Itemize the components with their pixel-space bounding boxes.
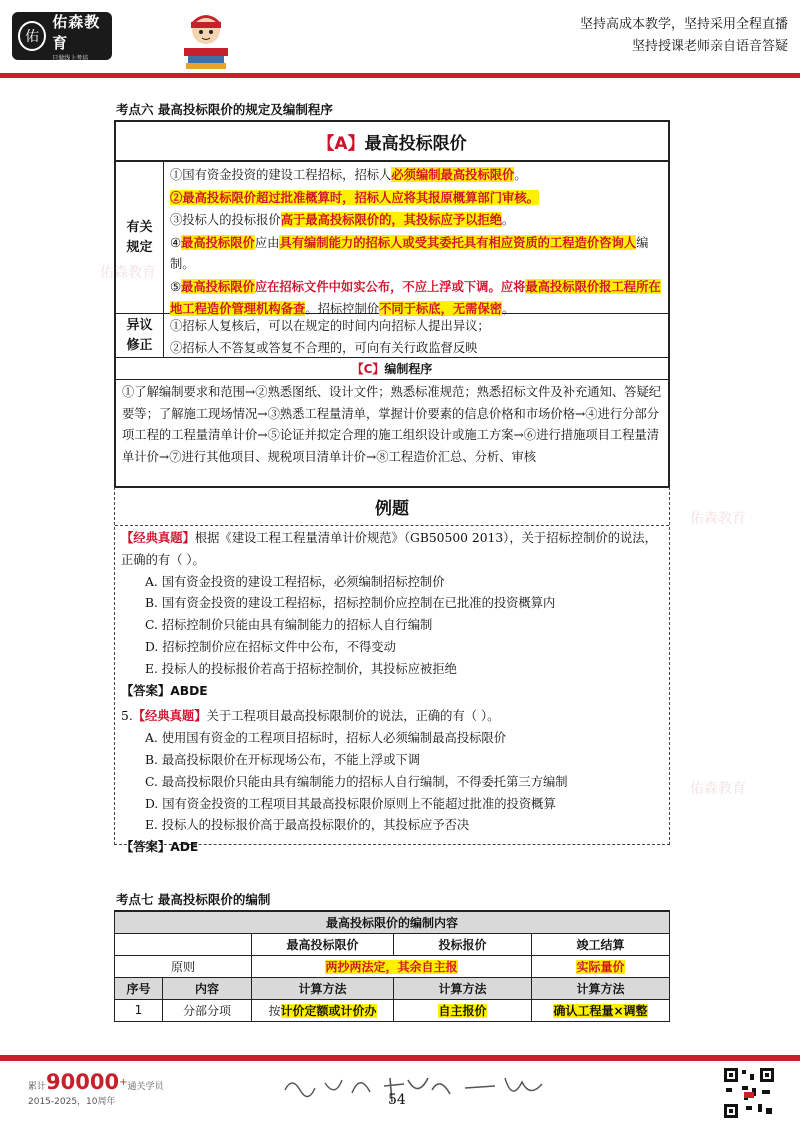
footer-stats: 累计90000+通关学员 2015-2025，10周年 bbox=[28, 1070, 164, 1107]
question-2-number: 5. bbox=[121, 709, 133, 724]
section-6-title: 考点六 最高投标限价的规定及编制程序 bbox=[116, 102, 333, 117]
question-1 bbox=[115, 525, 669, 704]
question-2-text: 关于工程项目最高投标限制价的说法，正确的有（ ）。 bbox=[206, 709, 500, 724]
logo-title: 佑森教育 bbox=[52, 12, 101, 52]
rules-label: 有关 规定 bbox=[116, 162, 164, 313]
examples-box bbox=[114, 487, 670, 855]
rule-1: ①国有资金投资的建设工程招标，招标人必须编制最高投标限价。 bbox=[170, 167, 527, 182]
row-content: 分部分项 bbox=[163, 999, 252, 1021]
table-title: 最高投标限价的编制内容 bbox=[115, 911, 670, 933]
block-c-heading: 编制程序 bbox=[384, 362, 433, 376]
q2-answer-tag: 【答案】 bbox=[121, 840, 171, 855]
slogan-line-2: 坚持授课老师亲自语音答疑 bbox=[631, 39, 788, 54]
q2-option: A. 使用国有资金的工程项目招标时，招标人必须编制最高投标限价 bbox=[145, 731, 507, 746]
rules-row bbox=[116, 162, 668, 314]
objection-content bbox=[164, 314, 668, 357]
brand-logo bbox=[12, 12, 112, 60]
col-header-3: 竣工结算 bbox=[532, 933, 670, 955]
question-2 bbox=[115, 704, 669, 861]
row-method-1: 按计价定额或计价办 bbox=[252, 999, 394, 1021]
watermark: 佑森教育 bbox=[690, 511, 746, 527]
principle-cell-3: 实际量价 bbox=[532, 955, 670, 977]
q1-option: B. 国有资金投资的建设工程招标，招标控制价应控制在已批准的投资概算内 bbox=[145, 596, 556, 611]
q2-option: D. 国有资金投资的工程项目其最高投标限价原则上不能超过批准的投资概算 bbox=[145, 796, 556, 811]
objection-2: ②招标人不答复或答复不合理的，可向有关行政监督反映 bbox=[170, 340, 478, 355]
q1-option: A. 国有资金投资的建设工程招标，必须编制招标控制价 bbox=[145, 574, 445, 589]
mascot-icon bbox=[178, 8, 234, 70]
slogans bbox=[580, 14, 788, 58]
row-seq: 1 bbox=[115, 999, 163, 1021]
header-divider bbox=[0, 73, 800, 78]
objection-1: ①招标人复核后，可以在规定的时间内向招标人提出异议； bbox=[170, 319, 490, 333]
question-2-tag: 【经典真题】 bbox=[132, 709, 207, 724]
page-number: 54 bbox=[388, 1092, 406, 1108]
section-7-title: 考点七 最高投标限价的编制 bbox=[116, 892, 271, 907]
principle-label: 原则 bbox=[115, 955, 252, 977]
header-method-3: 计算方法 bbox=[532, 977, 670, 999]
procedure-text: ①了解编制要求和范围→②熟悉图纸、设计文件；熟悉标准规范；熟悉招标文件及补充通知、答疑纪要等；了解施工现场情况→③熟悉工程量清单，掌握计价要素的信息价格和市场价格→④进行分部分项工程的工程量清单计价→⑤论证并拟定合理的施工组织设计或施工方案→⑥进行措施项目工程量清单计价→⑦进行其他项目、规税项目清单计价→⑧工程造价汇总、分析、审核 bbox=[122, 385, 662, 464]
rules-content bbox=[164, 162, 668, 316]
q2-option: B. 最高投标限价在开标现场公布，不能上浮或下调 bbox=[145, 752, 421, 767]
rule-3: ③投标人的投标报价高于最高投标限价的，其投标应予以拒绝。 bbox=[170, 212, 515, 227]
objection-row bbox=[116, 314, 668, 358]
footer-divider bbox=[0, 1055, 800, 1061]
rule-2: ②最高投标限价超过批准概算时，招标人应将其报原概算部门审核。 bbox=[170, 189, 539, 205]
block-a-prefix: 【A】 bbox=[317, 133, 365, 154]
rule-5: ⑤最高投标限价应在招标文件中如实公布，不应上浮或下调。应将最高投标限价报工程所在地工程造价管理机构备查。招标控制价不同于标底，无需保密。 bbox=[170, 278, 661, 316]
col-header-1: 最高投标限价 bbox=[252, 933, 394, 955]
q1-option: E. 投标人的投标报价若高于招标控制价，其投标应被拒绝 bbox=[145, 661, 457, 676]
table-corner bbox=[115, 933, 252, 955]
block-c-prefix: 【C】 bbox=[351, 362, 385, 376]
student-count: 90000 bbox=[46, 1070, 120, 1094]
header-method-1: 计算方法 bbox=[252, 977, 394, 999]
examples-title: 例题 bbox=[375, 498, 409, 519]
question-1-text: 根据《建设工程工程量清单计价规范》（GB50500 2013），关于招标控制价的说法，正确的有（ ）。 bbox=[121, 531, 657, 567]
section-6-table bbox=[114, 120, 670, 488]
watermark: 佑森教育 bbox=[100, 265, 156, 281]
logo-subtitle: 只做线上考培 bbox=[52, 54, 89, 62]
objection-label: 异议 修正 bbox=[116, 314, 164, 357]
footer-years: 2015-2025，10周年 bbox=[28, 1097, 116, 1107]
q2-option: E. 投标人的投标报价高于最高投标限价的，其投标应予否决 bbox=[145, 818, 470, 833]
q1-option: D. 招标控制价应在招标文件中公布，不得变动 bbox=[145, 639, 396, 654]
q2-option: C. 最高投标限价只能由具有编制能力的招标人自行编制，不得委托第三方编制 bbox=[145, 774, 568, 789]
signature-icon bbox=[280, 1068, 550, 1108]
section-7-table bbox=[114, 910, 670, 1022]
question-1-tag: 【经典真题】 bbox=[121, 531, 195, 545]
rule-4: ④最高投标限价应由具有编制能力的招标人或受其委托具有相应资质的工程造价咨询人编制。 bbox=[170, 234, 649, 271]
row-method-3: 确认工程量×调整 bbox=[532, 999, 670, 1021]
watermark: 佑森教育 bbox=[690, 781, 746, 797]
logo-mark-icon: 佑 bbox=[18, 21, 46, 51]
header-content: 内容 bbox=[163, 977, 252, 999]
header-method-2: 计算方法 bbox=[394, 977, 532, 999]
page-header bbox=[0, 0, 800, 90]
block-a-title bbox=[116, 122, 668, 162]
block-a-heading: 最高投标限价 bbox=[364, 133, 467, 154]
q1-answer-tag: 【答案】 bbox=[121, 683, 171, 698]
block-c-title bbox=[116, 358, 668, 380]
header-seq: 序号 bbox=[115, 977, 163, 999]
q1-answer: ABDE bbox=[170, 683, 208, 698]
qr-code-icon bbox=[722, 1066, 776, 1120]
col-header-2: 投标报价 bbox=[394, 933, 532, 955]
q2-answer: ADE bbox=[170, 840, 199, 855]
slogan-line-1: 坚持高成本教学，坚持采用全程直播 bbox=[579, 17, 788, 32]
q1-option: C. 招标控制价只能由具有编制能力的招标人自行编制 bbox=[145, 618, 433, 633]
row-method-2: 自主报价 bbox=[394, 999, 532, 1021]
principle-cell-1: 两抄两法定，其余自主报 bbox=[252, 955, 532, 977]
